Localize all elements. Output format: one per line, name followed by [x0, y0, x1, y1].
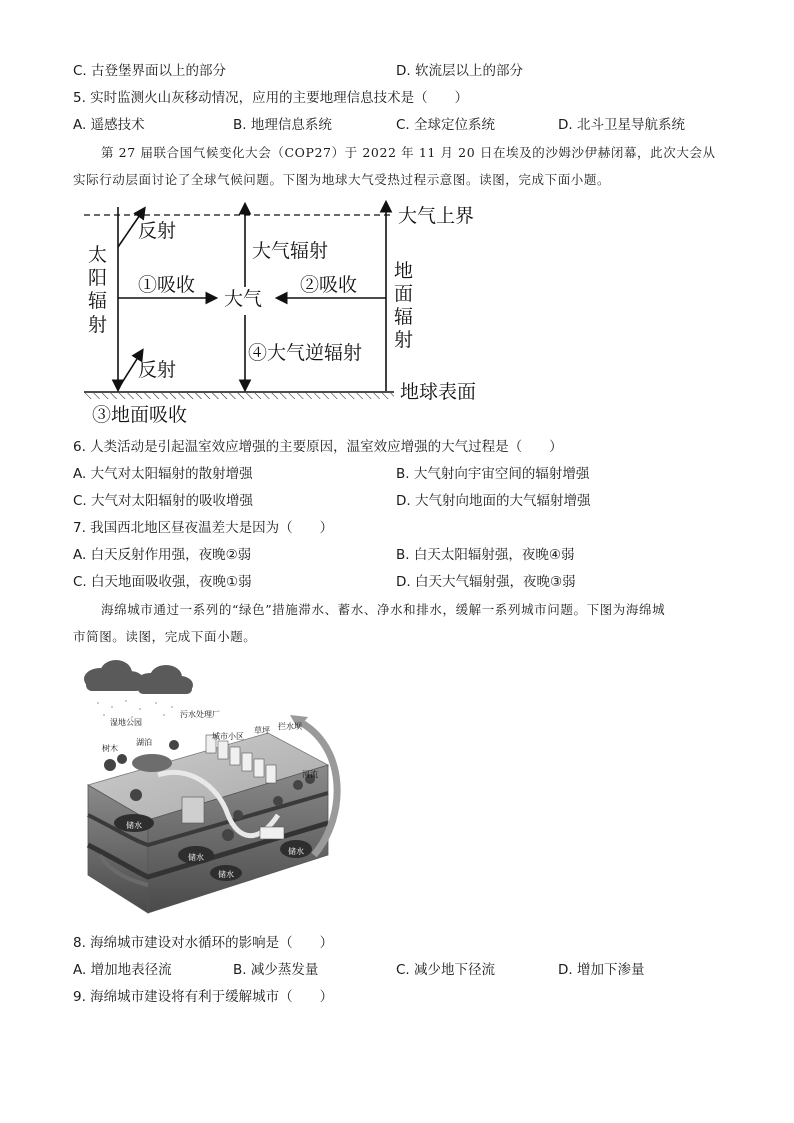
atmosphere-label: 大气	[224, 288, 263, 310]
q5-option-b: B. 地理信息系统	[233, 117, 332, 133]
q8-option-c: C. 减少地下径流	[396, 962, 496, 978]
q6-option-d: D. 大气射向地面的大气辐射增强	[396, 493, 591, 509]
q6-stem: 6. 人类活动是引起温室效应增强的主要原因，温室效应增强的大气过程是（ ）	[73, 439, 563, 455]
reflect-top-label: 反射	[138, 220, 177, 242]
intro1-line1: 第 27 届联合国气候变化大会（COP27）于 2022 年 11 月 20 日在埃及的沙姆沙伊赫闭幕，此次大会从	[101, 145, 716, 160]
absorb2-label: ②吸收	[300, 274, 358, 296]
q6-option-c: C. 大气对太阳辐射的吸收增强	[73, 493, 254, 509]
storage-label-1: 储水	[126, 821, 142, 830]
lake-label: 湖泊	[136, 738, 152, 747]
sponge-city-diagram	[78, 655, 343, 925]
solar-radiation-char3: 辐	[88, 290, 108, 312]
community-label: 城市小区	[212, 732, 244, 741]
q7-option-c: C. 白天地面吸收强，夜晚①弱	[73, 574, 252, 590]
atmosphere-heating-diagram	[82, 195, 502, 427]
ground-radiation-char3: 辐	[394, 306, 414, 328]
top-boundary-label: 大气上界	[398, 205, 475, 227]
q7-stem: 7. 我国西北地区昼夜温差大是因为（ ）	[73, 520, 334, 536]
dam-label: 拦水坝	[278, 722, 302, 731]
q5-option-d: D. 北斗卫星导航系统	[558, 117, 685, 133]
ground-radiation-char1: 地	[394, 260, 414, 282]
q7-option-a: A. 白天反射作用强，夜晚②弱	[73, 547, 252, 563]
q8-stem: 8. 海绵城市建设对水循环的影响是（ ）	[73, 935, 334, 951]
counter-radiation-label: ④大气逆辐射	[248, 342, 363, 364]
sewage-plant-label: 污水处理厂	[180, 710, 220, 719]
cloud-icon-2	[136, 665, 193, 694]
q5-option-a: A. 遥感技术	[73, 117, 145, 133]
q8-option-d: D. 增加下渗量	[558, 962, 645, 978]
reflect-bottom-label: 反射	[138, 359, 177, 381]
ground-radiation-char4: 射	[394, 329, 414, 351]
storage-label-3: 储水	[218, 870, 234, 879]
solar-radiation-char2: 阳	[88, 267, 108, 289]
q6-option-b: B. 大气射向宇宙空间的辐射增强	[396, 466, 590, 482]
wetland-park-label: 湿地公园	[110, 718, 142, 727]
river-label: 河流	[302, 770, 318, 779]
absorb1-label: ①吸收	[138, 274, 196, 296]
ground-absorb-label: ③地面吸收	[92, 404, 188, 426]
storage-label-2: 储水	[188, 853, 204, 862]
storage-label-4: 储水	[288, 847, 304, 856]
atm-radiation-label: 大气辐射	[252, 240, 329, 262]
q9-stem: 9. 海绵城市建设将有利于缓解城市（ ）	[73, 989, 334, 1005]
q7-option-d: D. 白天大气辐射强，夜晚③弱	[396, 574, 576, 590]
q7-option-b: B. 白天太阳辐射强，夜晚④弱	[396, 547, 575, 563]
q6-option-a: A. 大气对太阳辐射的散射增强	[73, 466, 253, 482]
solar-radiation-char4: 射	[88, 314, 108, 336]
intro1-line2: 实际行动层面讨论了全球气候问题。下图为地球大气受热过程示意图。读图，完成下面小题。	[73, 172, 611, 187]
q5-option-c: C. 全球定位系统	[396, 117, 496, 133]
intro2-line2: 市简图。读图，完成下面小题。	[73, 629, 257, 644]
solar-radiation-char1: 太	[88, 244, 108, 266]
q4-option-c: C. 古登堡界面以上的部分	[73, 63, 227, 79]
cloud-icon	[84, 660, 144, 691]
q8-option-a: A. 增加地表径流	[73, 962, 172, 978]
ground-radiation-char2: 面	[394, 283, 414, 305]
q4-option-d: D. 软流层以上的部分	[396, 63, 523, 79]
rain-icon	[97, 700, 173, 718]
q8-option-b: B. 减少蒸发量	[233, 962, 319, 978]
intro2-line1: 海绵城市通过一系列的“绿色”措施滞水、蓄水、净水和排水，缓解一系列城市问题。下图为海绵城	[101, 602, 666, 617]
lawn-label: 草坪	[254, 726, 270, 735]
q5-stem: 5. 实时监测火山灰移动情况，应用的主要地理信息技术是（ ）	[73, 90, 469, 106]
earth-surface-label: 地球表面	[400, 381, 477, 403]
trees-label: 树木	[102, 744, 118, 753]
